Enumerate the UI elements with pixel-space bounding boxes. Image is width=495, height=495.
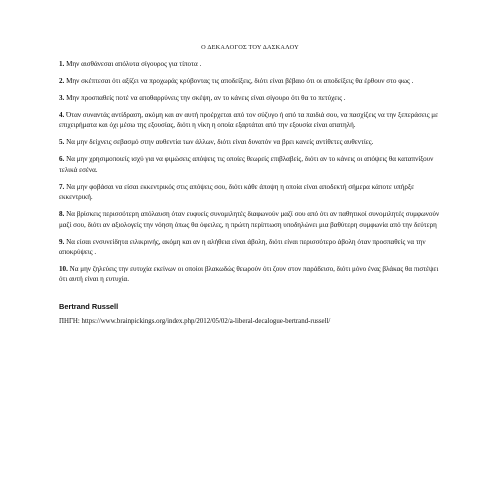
list-item [59,110,441,131]
author-name: Bertrand Russell [59,301,119,311]
item-number: 1. [59,60,65,68]
item-number: 8. [59,210,65,219]
list-item [59,76,441,86]
item-text: Να μην ζηλεύεις την ευτυχία εκείνων οι οποίοι βλακωδώς θεωρούν ότι ζουν στον παράδεισο, διότι μόνο ένας βλάκας θα πιστέψει ότι αυτή είναι η ευτυχία. [59,265,439,284]
item-number: 5. [59,138,65,147]
item-text: Μην αισθάνεσαι απόλυτα σίγουρος για τίποτα . [66,60,202,68]
item-number: 9. [59,237,65,246]
list-item [59,59,441,69]
list-item [59,137,441,147]
item-number: 10. [59,265,68,274]
item-number: 4. [59,111,65,119]
item-number: 3. [59,94,65,102]
item-text: Να βρίσκεις περισσότερη απόλαυση όταν ευφυείς συνομιλητές διαφωνούν μαζί σου από ότι αν παθητικοί συνομιλητές συμφωνούν μαζί σου, διότι αν αξιολογείς την νόηση όπως θα όφειλες, η πρώτη περίπτωση υποδηλώνει μια βαθύτερη συμφωνία από την δεύτερη [59,210,440,229]
item-number: 2. [59,77,65,85]
list-item [59,182,441,203]
item-text: Να μην δείχνεις σεβασμό στην αυθεντία των άλλων, διότι είναι δυνατόν να βρει κανείς αντίθετες αυθεντίες. [66,138,374,147]
item-text: Να μην φοβάσαι να είσαι εκκεντρικός στις απόψεις σου, διότι κάθε άποψη η οποία είναι αποδεκτή σήμερα κάποτε υπήρξε εκκεντρική. [59,182,415,202]
item-number: 7. [59,182,65,191]
item-text: Όταν συναντάς αντίδραση, ακόμη και αν αυτή προέρχεται από τον σύζυγο ή από τα παιδιά σου, να πασχίζεις να την ξεπεράσεις με επιχειρήματα και όχι μέσω της εξουσίας, διότι η νίκη η οποία εξαρτάται από την εξουσία είναι απατηλή. [59,111,439,130]
item-text: Να μην χρησιμοποιείς ισχύ για να φιμώσεις απόψεις τις οποίες θεωρείς επιβλαβείς, διότι αν το κάνεις οι απόψεις θα καταπνίξουν τελικά εσένα. [59,155,434,174]
list-item [59,237,441,258]
list-item [59,209,441,230]
item-text: Μην προσπαθείς ποτέ να αποθαρρύνεις την σκέψη, αν το κάνεις είναι σίγουρο ότι θα το πετύχεις . [66,94,346,102]
item-number: 6. [59,155,65,164]
item-text: Να είσαι ενσυνείδητα ειλικρινής, ακόμη και αν η αλήθεια είναι άβολη, διότι είναι περισσότερο άβολη όταν προσπαθείς να την αποκρύψεις . [59,237,426,257]
list-item [59,93,441,103]
source-link: ΠΗΓΗ: https://www.brainpickings.org/index.php/2012/05/02/a-liberal-decalogue-bertrand-russell/ [59,317,331,325]
document-title: Ο ΔΕΚΑΛΟΓΟΣ ΤΟΥ ΔΑΣΚΑΛΟΥ [201,44,299,51]
list-item [59,154,441,175]
document-page [59,44,441,326]
list-item [59,264,441,285]
item-text: Μην σκέπτεσαι ότι αξίζει να προχωράς κρύβοντας τις αποδείξεις, διότι είναι βέβαιο ότι οι αποδείξεις θα έρθουν στο φως . [66,77,414,85]
